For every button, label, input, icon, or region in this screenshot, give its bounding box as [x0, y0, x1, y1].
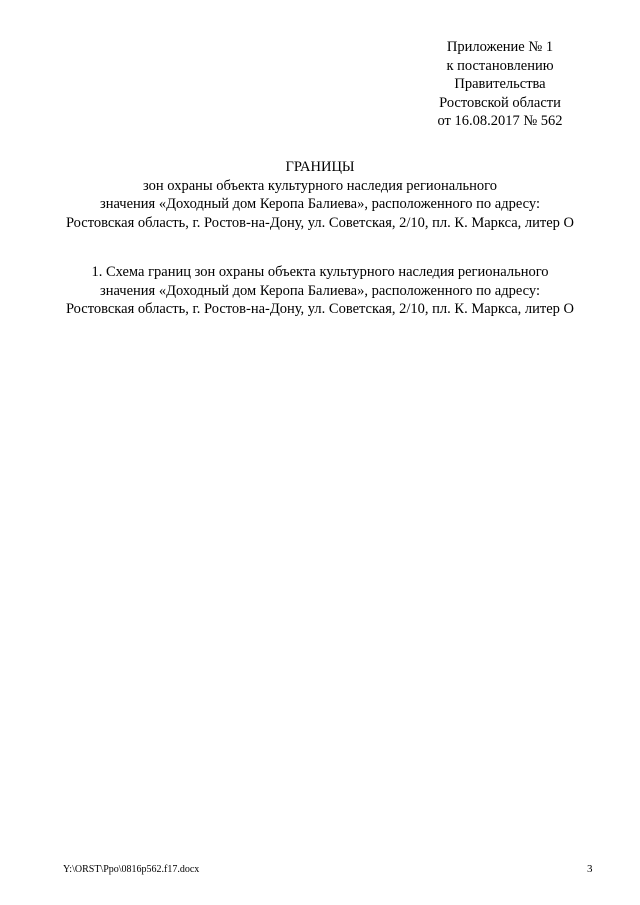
annex-line: Ростовской области [439, 94, 561, 111]
scheme-line: 1. Схема границ зон охраны объекта культурного наследия регионального [91, 264, 549, 280]
annex-header [420, 38, 580, 131]
title-line: значения «Доходный дом Керопа Балиева», расположенного по адресу: [99, 196, 541, 212]
annex-line: Приложение № 1 [446, 39, 554, 55]
title-line: зон охраны объекта культурного наследия регионального [143, 177, 497, 194]
footer-page-number: 3 [587, 863, 593, 875]
annex-line: Правительства [454, 76, 546, 92]
document-title: ГРАНИЦЫ [285, 159, 355, 175]
scheme-line: значения «Доходный дом Керопа Балиева», расположенного по адресу: [99, 282, 541, 299]
title-line: Ростовская область, г. Ростов-на-Дону, ул. Советская, 2/10, пл. К. Маркса, литер О [65, 214, 575, 231]
scheme-line: Ростовская область, г. Ростов-на-Дону, ул. Советская, 2/10, пл. К. Маркса, литер О [65, 301, 575, 317]
annex-line: от 16.08.2017 № 562 [437, 113, 563, 129]
annex-line: к постановлению [446, 57, 554, 74]
document-title-block [40, 158, 600, 232]
scheme-section-heading [40, 263, 600, 319]
footer-file-path: Y:\ORST\Ppo\0816p562.f17.docx [63, 864, 200, 875]
